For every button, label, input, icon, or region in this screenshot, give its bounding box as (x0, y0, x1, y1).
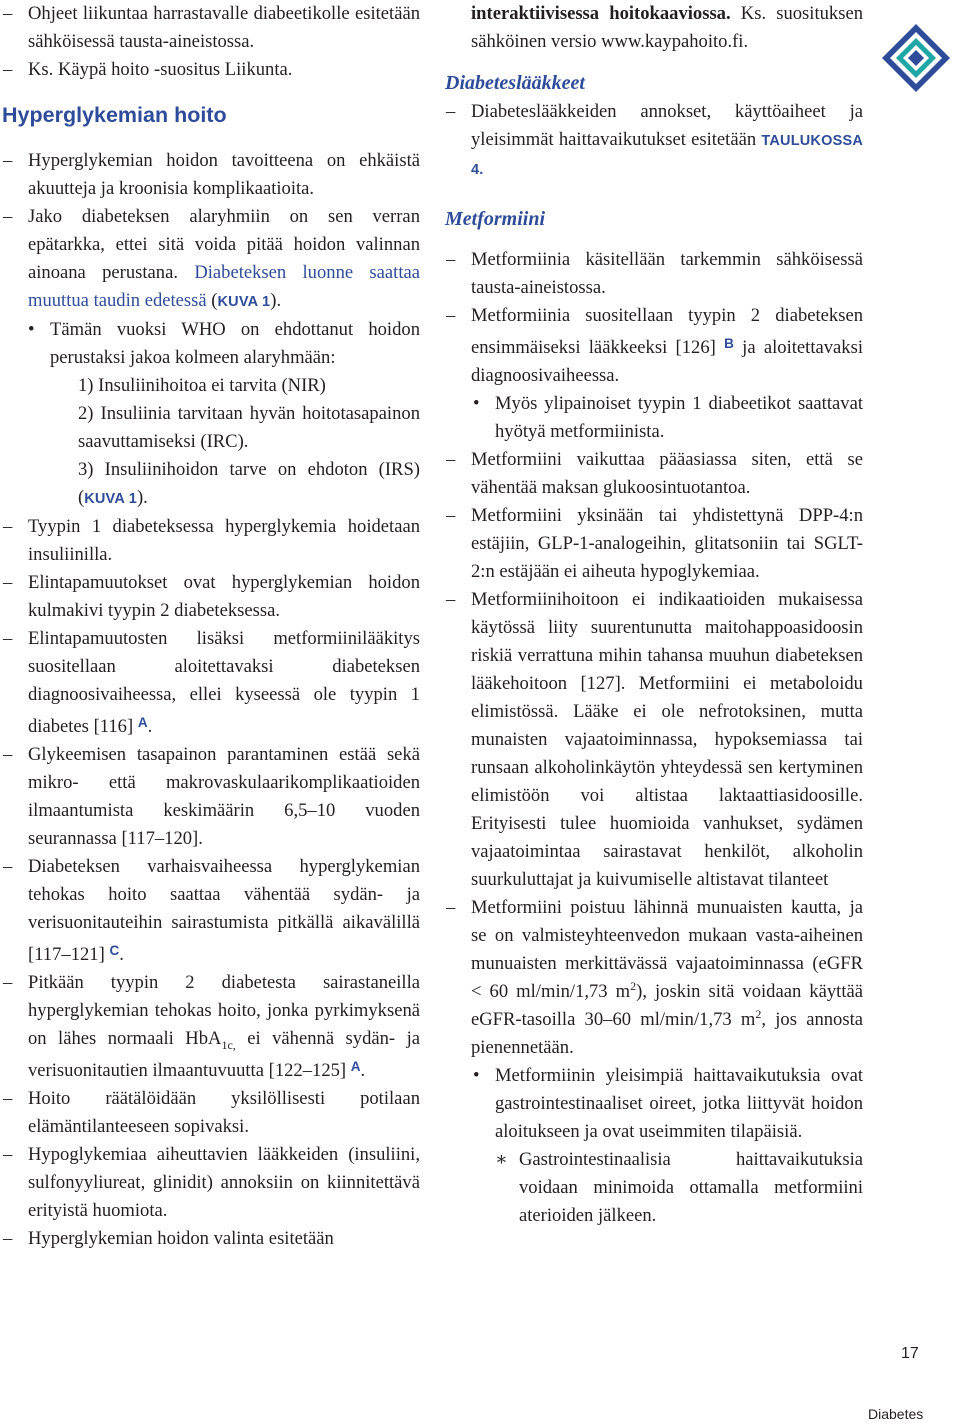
who-bullet: • Tämän vuoksi WHO on ehdottanut hoidon perustaksi jakoa kolmeen alaryhmään: (2, 316, 420, 372)
care-chart-link[interactable]: interaktiivisessa hoitokaaviossa. (471, 3, 731, 24)
metformin-item-first-line (445, 302, 863, 390)
item-metformin-start: – Elintapamuutosten lisäksi metformiinilääkitys suositellaan aloitettavaksi diabeteksen diagnoosivaiheessa, ellei kyseessä ole tyypin 1 diabetes [116] $^A$. (2, 625, 420, 741)
item-lifestyle: – Elintapamuutokset ovat hyperglykemian hoidon kulmakivi tyypin 2 diabeteksessa. (2, 569, 420, 625)
item-treatment-choice: – Hyperglykemian hoidon valinta esitetään (2, 1225, 420, 1253)
page-number: 17 (901, 1345, 919, 1362)
subgroups-disease-note: Diabeteksen luonne saattaa muuttua taudin edetessä (28, 262, 420, 311)
metformin-item-kidneys (445, 894, 863, 1062)
reference-122-125[interactable]: [122–125] (268, 1060, 347, 1081)
drugs-item (445, 98, 863, 184)
reference-117-120[interactable]: [117–120]. (121, 828, 203, 849)
superscript-2: 2 (630, 979, 637, 993)
footer-title: Diabetes (868, 1406, 924, 1422)
intro-item-online: – Ohjeet liikuntaa harrastavalle diabeetikolle esitetään sähköisessä tausta-aineistossa. (2, 0, 420, 56)
evidence-grade-c: C (109, 943, 120, 958)
metformin-item-background: – Metformiinia käsitellään tarkemmin sähköisessä tausta-aineistossa. (445, 246, 863, 302)
figure-ref-kuva1[interactable]: KUVA 1 (217, 294, 271, 310)
evidence-grade-a-second: A (350, 1059, 361, 1074)
evidence-grade-a: A (137, 715, 148, 730)
reference-127[interactable]: [127]. (580, 673, 626, 694)
kaypahoito-diamond-logo-icon (880, 22, 952, 94)
continued-text: Ks. suosituksen sähköinen versio www.kaypahoito.fi. (471, 3, 864, 52)
section-title-hyperglycemia: Hyperglykemian hoito (2, 103, 227, 127)
item-treatment-goal: – Hyperglykemian hoidon tavoitteena on ehkäistä akuutteja ja kroonisia komplikaatioita. (2, 147, 420, 203)
item-hypoglycemia: – Hypoglykemiaa aiheuttavien lääkkeiden (insuliini, sulfonyyliureat, glinidit) annoksiin on kiinnitettävä erityistä huomiota. (2, 1141, 420, 1225)
drugs-text: Diabeteslääkkeiden annokset, käyttöaiheet ja yleisimmät haittavaikutukset esitetään (471, 101, 863, 150)
metformin-bullet-side-effects: • Metformiinin yleisimpiä haittavaikutuksia ovat gastrointestinaaliset oireet, jotka liittyvät hoidon aloitukseen ja ovat useimmiten tilapäisiä. (445, 1062, 863, 1146)
evidence-grade-b: B (724, 336, 734, 351)
continued-paragraph (445, 0, 863, 56)
reference-116[interactable]: [116] (93, 716, 134, 737)
subheading-diabetes-drugs: Diabeteslääkkeet (445, 72, 585, 94)
first-line-end: ja aloitettavaksi diagnoosivaiheessa. (471, 337, 863, 386)
metformin-item-lactic-acidosis (445, 586, 863, 894)
left-column (2, 0, 420, 1253)
intro-item-exercise-guideline: – Ks. Käypä hoito -suositus Liikunta. (2, 56, 420, 84)
long-term-text-b: ei vähennä sydän- ja verisuonitautien ilmaantuvuutta (28, 1028, 421, 1081)
kidneys-text-b: ), joskin sitä voidaan käyttää eGFR-tasoilla 30–60 ml/min/1,73 m (471, 981, 863, 1030)
figure-ref-kuva1-second[interactable]: KUVA 1 (84, 491, 137, 507)
item-long-term: – Pitkään tyypin 2 diabetesta sairastaneilla hyperglykemian tehokas hoito, jonka pyrkimyksenä on lähes normaali HbA$_{1c,}$ ei vähennä sydän- ja verisuonitautien ilmaantuvuutta [122–125] $^A$. (2, 969, 420, 1085)
subgroup-irs-text: 3) Insuliinihoidon tarve on ehdoton (IRS) (78, 459, 420, 480)
item-early-phase: – Diabeteksen varhaisvaiheessa hyperglykemian tehokas hoito saattaa vähentää sydän- ja verisuonitauteihin sairastumista pitkällä aikavälillä [117–121] $^C$. (2, 853, 420, 969)
reference-117-121[interactable]: [117–121] (28, 944, 105, 965)
right-column (445, 0, 863, 1230)
item-subgroups: – Jako diabeteksen alaryhmiin on sen verran epätarkka, ettei sitä voida pitää hoidon valinnan ainoana perustana. Diabeteksen luonne saattaa muuttua taudin edetessä (KUVA 1). (2, 203, 420, 316)
metformin-item-mechanism: – Metformiini vaikuttaa pääasiassa siten, että se vähentää maksan glukoosintuotantoa. (445, 446, 863, 502)
kidneys-text-c: , jos annosta pienennetään. (471, 1009, 863, 1058)
hba1c-subscript: 1c, (221, 1038, 236, 1052)
item-type1-insulin: – Tyypin 1 diabeteksessa hyperglykemia hoidetaan insuliinilla. (2, 513, 420, 569)
metformin-star-note: ∗ Gastrointestinaalisia haittavaikutuksia voidaan minimoida ottamalla metformiini aterioiden jälkeen. (445, 1146, 863, 1230)
kidneys-text-a: Metformiini poistuu lähinnä munuaisten kautta, ja se on valmisteyhteenvedon mukaan vasta-aiheinen munuaisten merkittävässä vajaatoiminnassa (eGFR < 60 ml/min/1,73 m (471, 897, 863, 1002)
item-glycemic-balance (2, 741, 420, 853)
glycemic-balance-text: Glykeemisen tasapainon parantaminen estää sekä mikro- että makrovaskulaarikomplikaatioiden ilmaantumista keskimäärin 6,5–10 vuoden seurannassa (28, 744, 420, 849)
lactic-acidosis-text-b: Metformiini ei metaboloidu elimistössä. Lääke ei ole nefrotoksinen, mutta munaisten vajaatoiminnassa, hypoksemiassa tai runsaan alkoholinkäytön yhteydessä sen kertyminen elimistöön voi altistaa laktaattiasidoosille. Erityisesti tulee huomioida vanhukset, sydämen vajaatoimintaa sairastavat henkilöt, alkoholin suurkuluttajat ja kuivumiselle altistavat tilanteet (471, 673, 863, 890)
long-term-text-a: Pitkään tyypin 2 diabetesta sairastaneilla hyperglykemian tehokas hoito, jonka pyrkimyksenä on lähes normaali HbA (28, 972, 420, 1049)
early-phase-text: Diabeteksen varhaisvaiheessa hyperglykemian tehokas hoito saattaa vähentää sydän- ja verisuonitauteihin sairastumista pitkällä aikavälillä (28, 856, 420, 933)
table-ref-taulukko4[interactable]: TAULUKOSSA 4. (471, 133, 863, 178)
item-individual: – Hoito räätälöidään yksilöllisesti potilaan elämäntilanteeseen sopivaksi. (2, 1085, 420, 1141)
subgroup-irc: 2) Insuliinia tarvitaan hyvän hoitotasapainon saavuttamiseksi (IRC). (78, 403, 420, 452)
first-line-text: Metformiinia suositellaan tyypin 2 diabeteksen ensimmäiseksi lääkkeeksi (471, 305, 863, 358)
metformin-start-text: Elintapamuutosten lisäksi metformiinilääkitys suositellaan aloitettavaksi diabeteksen diagnoosivaiheessa, ellei kyseessä ole tyypin 1 diabetes (28, 628, 420, 737)
subgroups-text: Jako diabeteksen alaryhmiin on sen verran epätarkka, ettei sitä voida pitää hoidon valinnan ainoana perustana. (28, 206, 420, 283)
subgroup-nir: 1) Insuliinihoitoa ei tarvita (NIR) (78, 375, 326, 396)
metformin-bullet-type1: • Myös ylipainoiset tyypin 1 diabeetikot saattavat hyötyä metformiinista. (445, 390, 863, 446)
subheading-metformin: Metformiini (445, 208, 546, 230)
metformin-item-hypoglycemia: – Metformiini yksinään tai yhdistettynä DPP-4:n estäjiin, GLP-1-analogeihin, glitatsoniin tai SGLT-2:n estäjään ei aiheuta hypoglykemiaa. (445, 502, 863, 586)
subgroup-irs: 3) Insuliinihoidon tarve on ehdoton (IRS) (KUVA 1). (78, 459, 420, 508)
lactic-acidosis-text-a: Metformiinihoitoon ei indikaatioiden mukaisessa käytössä liity suurentunutta maitohappoasidoosin riskiä verrattuna mihin tahansa muuhun diabeteksen lääkehoitoon (471, 589, 863, 694)
reference-126[interactable]: [126] (675, 337, 716, 358)
superscript-2-second: 2 (755, 1007, 762, 1021)
